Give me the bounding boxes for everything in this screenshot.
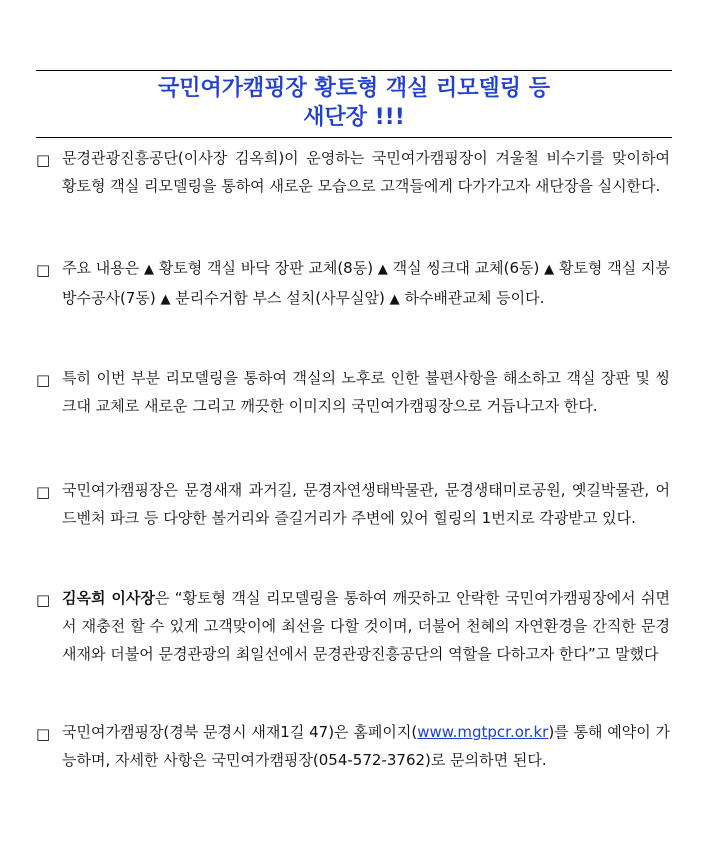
document-title [36, 74, 672, 132]
title-line-2: 새단장 !!! [303, 105, 405, 130]
triangle-marker-icon: ▲ [544, 262, 555, 277]
contents-intro: 주요 내용은 [62, 259, 145, 277]
paragraph-text: 국민여가캠핑장은 문경새재 과거길, 문경자연생태박물관, 문경생태미로공원, 옛길박물관, 어드벤처 파크 등 다양한 볼거리와 즐길거리가 주변에 있어 힐링의 1번지로 각광받고 있다. [62, 481, 670, 527]
content-point: 하수배관교체 등이다. [404, 289, 545, 307]
checkbox-bullet-icon: □ [36, 483, 51, 501]
paragraph-text [62, 718, 670, 774]
paragraph-attractions [36, 476, 670, 532]
reservation-before-link: 국민여가캠핑장(경북 문경시 새재1길 47)은 홈페이지( [62, 723, 418, 741]
paragraph-text: 특히 이번 부분 리모델링을 통하여 객실의 노후로 인한 불편사항을 해소하고 객실 장판 및 씽크대 교체로 새로운 그리고 깨끗한 이미지의 국민여가캠핑장으로 거듭나고자 한다. [62, 369, 670, 415]
paragraph-main-contents [36, 254, 670, 314]
title-bottom-rule [36, 137, 672, 138]
triangle-marker-icon: ▲ [377, 262, 388, 277]
paragraph-reservation [36, 718, 670, 774]
reservation-after-link: )를 통해 예약이 가능하며, 자세한 사항은 국민여가캠핑장(054-572-3762)로 문의하면 된다. [62, 723, 671, 769]
paragraph-remodel-purpose [36, 364, 670, 420]
checkbox-bullet-icon: □ [36, 725, 51, 743]
paragraph-intro [36, 144, 670, 200]
paragraph-quote [36, 584, 670, 668]
paragraph-text [62, 254, 670, 314]
quote-text: 은 “황토형 객실 리모델링을 통하여 깨끗하고 안락한 국민여가캠핑장에서 쉬면서 재충전 할 수 있게 고객맞이에 최선을 다할 것이며, 더불어 천혜의 자연환경을 간직한 문경새재와 더불어 문경관광의 최일선에서 문경관광진흥공단의 역할을 다하고자 한다”고 말했다 [62, 589, 670, 663]
checkbox-bullet-icon: □ [36, 151, 51, 169]
content-point: 황토형 객실 바닥 장판 교체(8동) [158, 259, 374, 277]
title-line-1: 국민여가캠핑장 황토형 객실 리모델링 등 [158, 76, 550, 101]
triangle-marker-icon: ▲ [144, 262, 155, 277]
triangle-marker-icon: ▲ [389, 292, 400, 307]
checkbox-bullet-icon: □ [36, 371, 51, 389]
paragraph-text: 문경관광진흥공단(이사장 김옥희)이 운영하는 국민여가캠핑장이 겨울철 비수기를 맞이하여 황토형 객실 리모델링을 통하여 새로운 모습으로 고객들에게 다가가고자 새단장을 실시한다. [62, 149, 670, 195]
content-point: 객실 씽크대 교체(6동) [392, 259, 540, 277]
title-top-rule [36, 70, 672, 71]
content-point: 분리수거함 부스 설치(사무실앞) [175, 289, 385, 307]
triangle-marker-icon: ▲ [160, 292, 171, 307]
speaker-name: 김옥희 이사장 [62, 589, 155, 607]
paragraph-text [62, 584, 670, 668]
content-point: 황토형 객실 지붕방수공사(7동) [62, 259, 670, 307]
checkbox-bullet-icon: □ [36, 591, 51, 609]
homepage-link[interactable]: www.mgtpcr.or.kr [417, 723, 549, 741]
checkbox-bullet-icon: □ [36, 261, 51, 279]
